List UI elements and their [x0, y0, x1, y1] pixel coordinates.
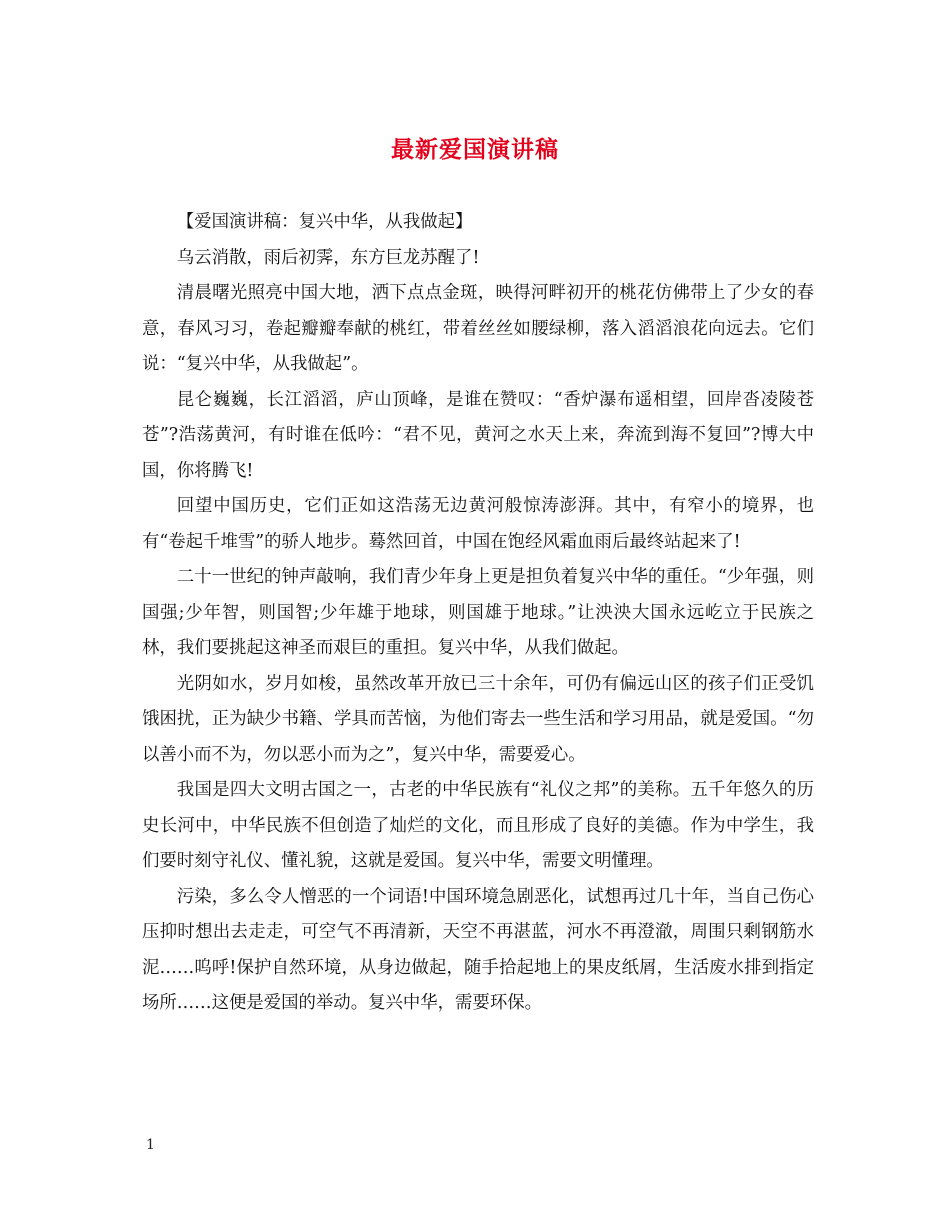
document-title: 最新爱国演讲稿 [391, 136, 559, 163]
paragraph: 乌云消散，雨后初霁，东方巨龙苏醒了! [176, 247, 480, 268]
paragraph: 清晨曙光照亮中国大地，洒下点点金斑，映得河畔初开的桃花仿佛带上了少女的春意，春风习习，卷起瓣瓣奉献的桃红，带着丝丝如腰绿柳，落入滔滔浪花向远去。它们说：“复兴中华，从我做起”。 [142, 283, 814, 374]
page-number: 1 [146, 1137, 155, 1153]
paragraph: 我国是四大文明古国之一，古老的中华民族有“礼仪之邦”的美称。五千年悠久的历史长河中，中华民族不但创造了灿烂的文化，而且形成了良好的美德。作为中学生，我们要时刻守礼仪、懂礼貌，这就是爱国。复兴中华，需要文明懂理。 [142, 780, 814, 871]
paragraph: 昆仑巍巍，长江滔滔，庐山顶峰，是谁在赞叹：“香炉瀑布遥相望，回岸沓凌陵苍苍”?浩荡黄河，有时谁在低吟：“君不见，黄河之水天上来，奔流到海不复回”?博大中国，你将腾飞! [142, 389, 814, 481]
paragraph: 【爱国演讲稿：复兴中华，从我做起】 [176, 212, 473, 232]
paragraph: 回望中国历史，它们正如这浩荡无边黄河般惊涛澎湃。其中，有窄小的境界，也有“卷起千堆雪”的骄人地步。蓦然回首，中国在饱经风霜血雨后最终站起来了! [142, 496, 814, 552]
paragraph: 污染，多么令人憎恶的一个词语!中国环境急剧恶化，试想再过几十年，当自己伤心压抑时想出去走走，可空气不再清新，天空不再湛蓝，河水不再澄澈，周围只剩钢筋水泥……呜呼!保护自然环境，从身边做起，随手拾起地上的果皮纸屑，生活废水排到指定场所……这便是爱国的举动。复兴中华，需要环保。 [142, 886, 814, 1013]
document-body [142, 205, 814, 1022]
paragraph: 光阴如水，岁月如梭，虽然改革开放已三十余年，可仍有偏远山区的孩子们正受饥饿困扰，正为缺少书籍、学具而苦恼，为他们寄去一些生活和学习用品，就是爱国。“勿以善小而不为，勿以恶小而为之”，复兴中华，需要爱心。 [142, 673, 814, 765]
paragraph: 二十一世纪的钟声敲响，我们青少年身上更是担负着复兴中华的重任。“少年强，则国强;少年智，则国智;少年雄于地球，则国雄于地球。”让泱泱大国永远屹立于民族之林，我们要挑起这神圣而艰巨的重担。复兴中华，从我们做起。 [142, 567, 814, 658]
